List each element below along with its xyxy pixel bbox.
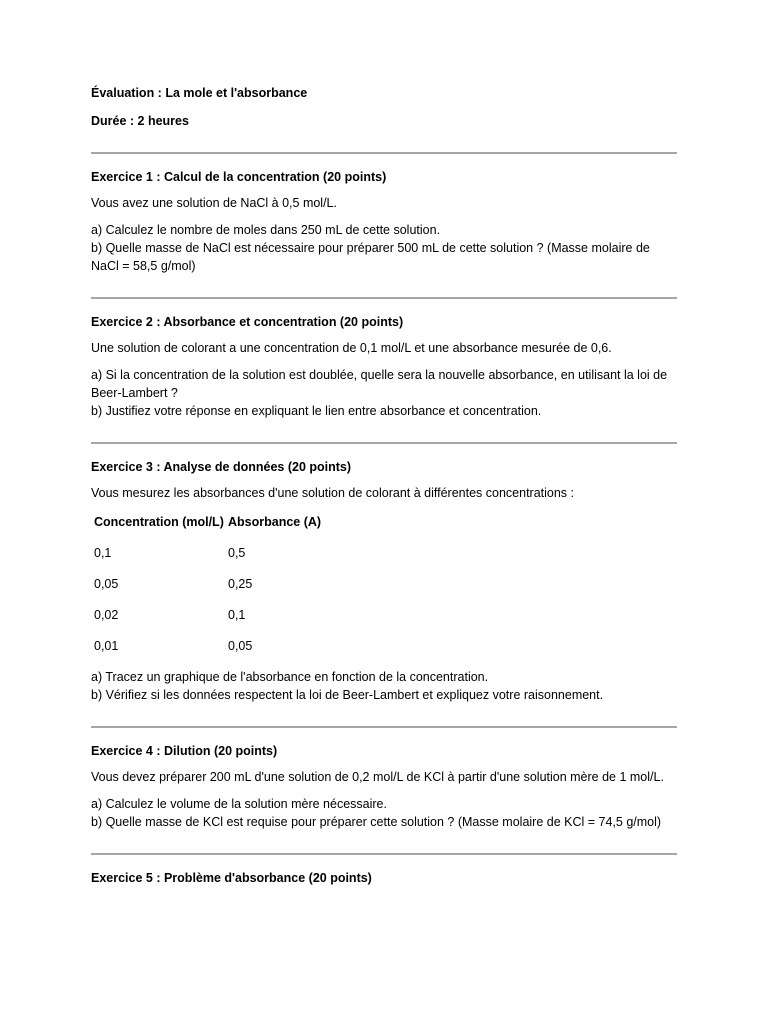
table-cell: 0,5	[228, 546, 246, 560]
table-row	[91, 637, 321, 668]
exercise-1	[91, 168, 677, 275]
table-cell: 0,25	[228, 577, 253, 591]
document-title: Évaluation : La mole et l'absorbance	[91, 86, 308, 100]
document-duration: Durée : 2 heures	[91, 114, 189, 128]
question-a: a) Calculez le volume de la solution mère nécessaire.	[91, 797, 387, 811]
table-header-row	[91, 513, 321, 544]
column-header-concentration: Concentration (mol/L)	[94, 515, 224, 529]
exercise-2	[91, 313, 677, 420]
question-a: a) Tracez un graphique de l'absorbance en fonction de la concentration.	[91, 670, 489, 684]
table-row	[91, 544, 321, 575]
exercise-title: Exercice 4 : Dilution (20 points)	[91, 744, 278, 758]
exercise-3	[91, 458, 677, 704]
exercise-title: Exercice 3 : Analyse de données (20 points)	[91, 460, 352, 474]
exercise-intro: Vous devez préparer 200 mL d'une solution de 0,2 mol/L de KCl à partir d'une solution mère de 1 mol/L.	[91, 770, 664, 784]
question-b: b) Vérifiez si les données respectent la loi de Beer-Lambert et expliquez votre raisonnement.	[91, 688, 604, 702]
table-cell: 0,02	[94, 608, 119, 622]
question-b: b) Quelle masse de NaCl est nécessaire pour préparer 500 mL de cette solution ? (Masse molaire de NaCl = 58,5 g/mol)	[91, 241, 650, 273]
question-b: b) Quelle masse de KCl est requise pour préparer cette solution ? (Masse molaire de KCl = 74,5 g/mol)	[91, 815, 662, 829]
table-cell: 0,01	[94, 639, 119, 653]
question-a: a) Si la concentration de la solution est doublée, quelle sera la nouvelle absorbance, en utilisant la loi de Beer-Lambert ?	[91, 368, 668, 400]
exercise-title: Exercice 5 : Problème d'absorbance (20 points)	[91, 871, 372, 885]
exercise-intro: Une solution de colorant a une concentration de 0,1 mol/L et une absorbance mesurée de 0,6.	[91, 341, 612, 355]
data-table	[91, 513, 321, 668]
exercise-5	[91, 869, 677, 887]
exercise-intro: Vous avez une solution de NaCl à 0,5 mol/L.	[91, 196, 337, 210]
table-cell: 0,1	[94, 546, 112, 560]
question-a: a) Calculez le nombre de moles dans 250 mL de cette solution.	[91, 223, 441, 237]
column-header-absorbance: Absorbance (A)	[228, 515, 322, 529]
table-cell: 0,05	[228, 639, 253, 653]
exercise-title: Exercice 1 : Calcul de la concentration (20 points)	[91, 170, 387, 184]
exercise-intro: Vous mesurez les absorbances d'une solution de colorant à différentes concentrations :	[91, 486, 575, 500]
table-row	[91, 575, 321, 606]
table-row	[91, 606, 321, 637]
exercise-title: Exercice 2 : Absorbance et concentration (20 points)	[91, 315, 404, 329]
question-b: b) Justifiez votre réponse en expliquant le lien entre absorbance et concentration.	[91, 404, 542, 418]
table-cell: 0,1	[228, 608, 246, 622]
document-page	[91, 84, 677, 887]
exercise-4	[91, 742, 677, 831]
table-cell: 0,05	[94, 577, 119, 591]
